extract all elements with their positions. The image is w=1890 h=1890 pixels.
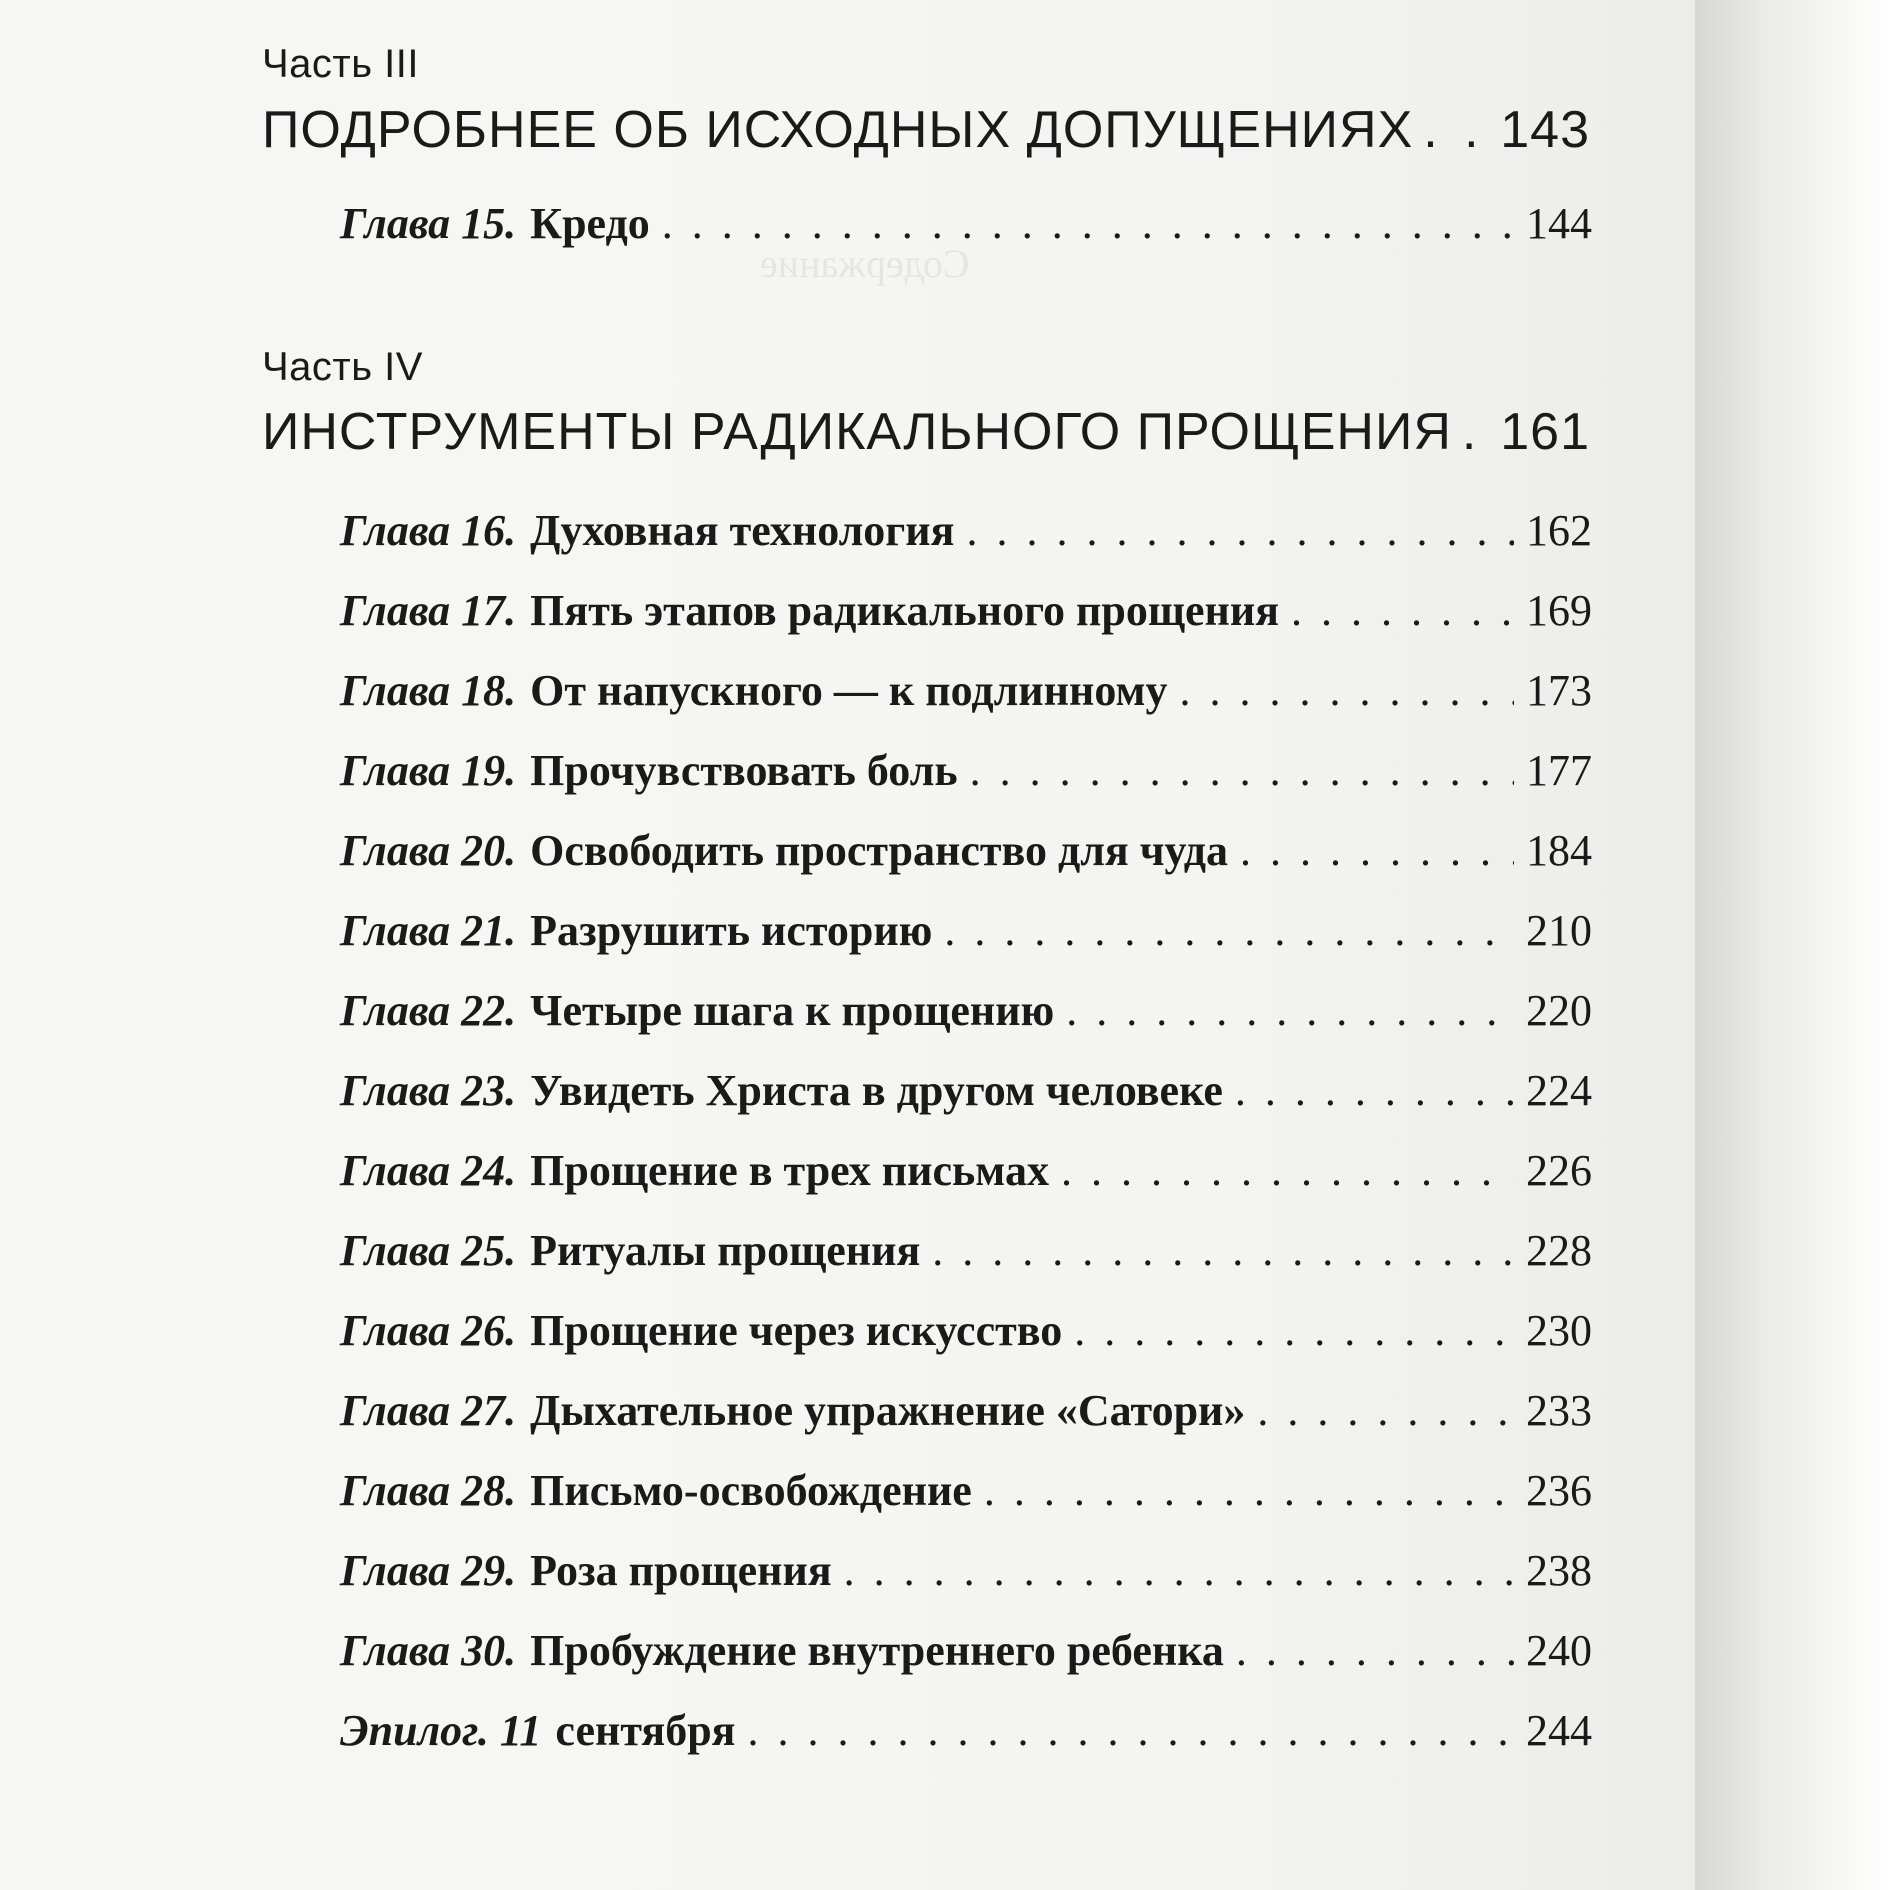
toc-entry — [340, 1305, 1592, 1356]
chapter-number: Глава 18. — [340, 666, 517, 715]
chapter-number: Глава 25. — [340, 1226, 517, 1275]
toc-entry — [340, 1625, 1592, 1676]
chapter-number: Глава 28. — [340, 1466, 517, 1515]
chapter-page: 228 — [1526, 1226, 1592, 1275]
chapter-title: Кредо — [530, 199, 650, 248]
part-4-title: ИНСТРУМЕНТЫ РАДИКАЛЬНОГО ПРОЩЕНИЯ — [262, 403, 1452, 461]
chapter-title: Письмо-освобождение — [530, 1466, 972, 1515]
chapter-number: Глава 19. — [340, 746, 517, 795]
toc-entry — [340, 585, 1592, 636]
chapter-page: 238 — [1526, 1546, 1592, 1595]
part-3-title-row — [262, 100, 1590, 160]
toc-entry — [340, 905, 1592, 956]
chapter-page: 236 — [1526, 1466, 1592, 1515]
chapter-page: 230 — [1526, 1306, 1592, 1355]
dot-leader — [932, 1225, 1514, 1276]
chapter-page: 144 — [1526, 199, 1592, 248]
part-3-label: Часть III — [262, 42, 420, 86]
chapter-title: Прощение в трех письмах — [530, 1146, 1049, 1195]
chapter-page: 240 — [1526, 1626, 1592, 1675]
toc-entry — [340, 745, 1592, 796]
dot-leader — [944, 905, 1514, 956]
chapter-title: Прочувствовать боль — [530, 746, 958, 795]
chapter-title: Четыре шага к прощению — [530, 986, 1055, 1035]
chapter-page: 233 — [1526, 1386, 1592, 1435]
dot-leader — [1179, 665, 1514, 716]
dot-leader — [1066, 985, 1514, 1036]
toc-entry — [340, 825, 1592, 876]
dot-leader — [1462, 402, 1490, 462]
chapter-title: Прощение через искусство — [530, 1306, 1063, 1355]
toc-entry — [340, 1465, 1592, 1516]
dot-leader — [1291, 585, 1514, 636]
dot-leader — [1074, 1305, 1514, 1356]
chapter-title: Духовная технология — [530, 506, 955, 555]
dot-leader — [966, 505, 1514, 556]
dot-leader — [747, 1705, 1514, 1756]
chapter-title: Разрушить историю — [530, 906, 933, 955]
chapter-title: Пробуждение внутреннего ребенка — [530, 1626, 1224, 1675]
chapter-number: Глава 21. — [340, 906, 517, 955]
toc-entry — [340, 1065, 1592, 1116]
chapter-number: Глава 23. — [340, 1066, 517, 1115]
chapter-page: 220 — [1526, 986, 1592, 1035]
chapter-number: Глава 20. — [340, 826, 517, 875]
toc-entry — [340, 985, 1592, 1036]
toc-entry — [340, 505, 1592, 556]
dot-leader — [1423, 100, 1490, 160]
chapter-number: Глава 29. — [340, 1546, 517, 1595]
chapter-title: Дыхательное упражнение «Сатори» — [530, 1386, 1246, 1435]
chapter-number: Эпилог. 11 — [340, 1706, 542, 1755]
toc-entry — [340, 1385, 1592, 1436]
toc-entry — [340, 1545, 1592, 1596]
chapter-page: 184 — [1526, 826, 1592, 875]
toc-entry — [340, 665, 1592, 716]
chapter-title: Увидеть Христа в другом человеке — [530, 1066, 1223, 1115]
chapter-page: 210 — [1526, 906, 1592, 955]
chapter-page: 224 — [1526, 1066, 1592, 1115]
part-3-page: 143 — [1500, 101, 1590, 159]
bleed-through-text: Содержание — [760, 241, 970, 286]
chapter-number: Глава 26. — [340, 1306, 517, 1355]
chapter-page: 244 — [1526, 1706, 1592, 1755]
part-4-label: Часть IV — [262, 345, 423, 389]
chapter-number: Глава 27. — [340, 1386, 517, 1435]
dot-leader — [984, 1465, 1514, 1516]
chapter-page: 226 — [1526, 1146, 1592, 1195]
dot-leader — [1235, 1065, 1514, 1116]
part-4-title-row — [262, 402, 1590, 462]
dot-leader — [1061, 1145, 1514, 1196]
chapter-number: Глава 17. — [340, 586, 517, 635]
page-spine-shadow — [1695, 0, 1890, 1890]
toc-entry — [340, 1705, 1592, 1756]
dot-leader — [1236, 1625, 1514, 1676]
chapter-page: 173 — [1526, 666, 1592, 715]
part-3-title: ПОДРОБНЕЕ ОБ ИСХОДНЫХ ДОПУЩЕНИЯХ — [262, 101, 1414, 159]
chapter-title: Освободить пространство для чуда — [530, 826, 1229, 875]
chapter-title: Ритуалы прощения — [530, 1226, 921, 1275]
chapter-title: Пять этапов радикального прощения — [530, 586, 1280, 635]
toc-entry — [340, 1225, 1592, 1276]
chapter-title: Роза прощения — [530, 1546, 832, 1595]
part-4-page: 161 — [1500, 403, 1590, 461]
chapter-number: Глава 22. — [340, 986, 517, 1035]
chapter-title: От напускного — к подлинному — [530, 666, 1168, 715]
chapter-title: сентября — [555, 1706, 736, 1755]
dot-leader — [844, 1545, 1514, 1596]
chapter-page: 177 — [1526, 746, 1592, 795]
chapter-page: 162 — [1526, 506, 1592, 555]
dot-leader — [970, 745, 1514, 796]
chapter-page: 169 — [1526, 586, 1592, 635]
dot-leader — [1257, 1385, 1514, 1436]
chapter-number: Глава 30. — [340, 1626, 517, 1675]
toc-entry — [340, 1145, 1592, 1196]
chapter-number: Глава 24. — [340, 1146, 517, 1195]
dot-leader — [1240, 825, 1514, 876]
toc-entry — [340, 198, 1592, 249]
chapter-number: Глава 16. — [340, 506, 517, 555]
dot-leader — [662, 198, 1514, 249]
chapter-number: Глава 15. — [340, 199, 517, 248]
